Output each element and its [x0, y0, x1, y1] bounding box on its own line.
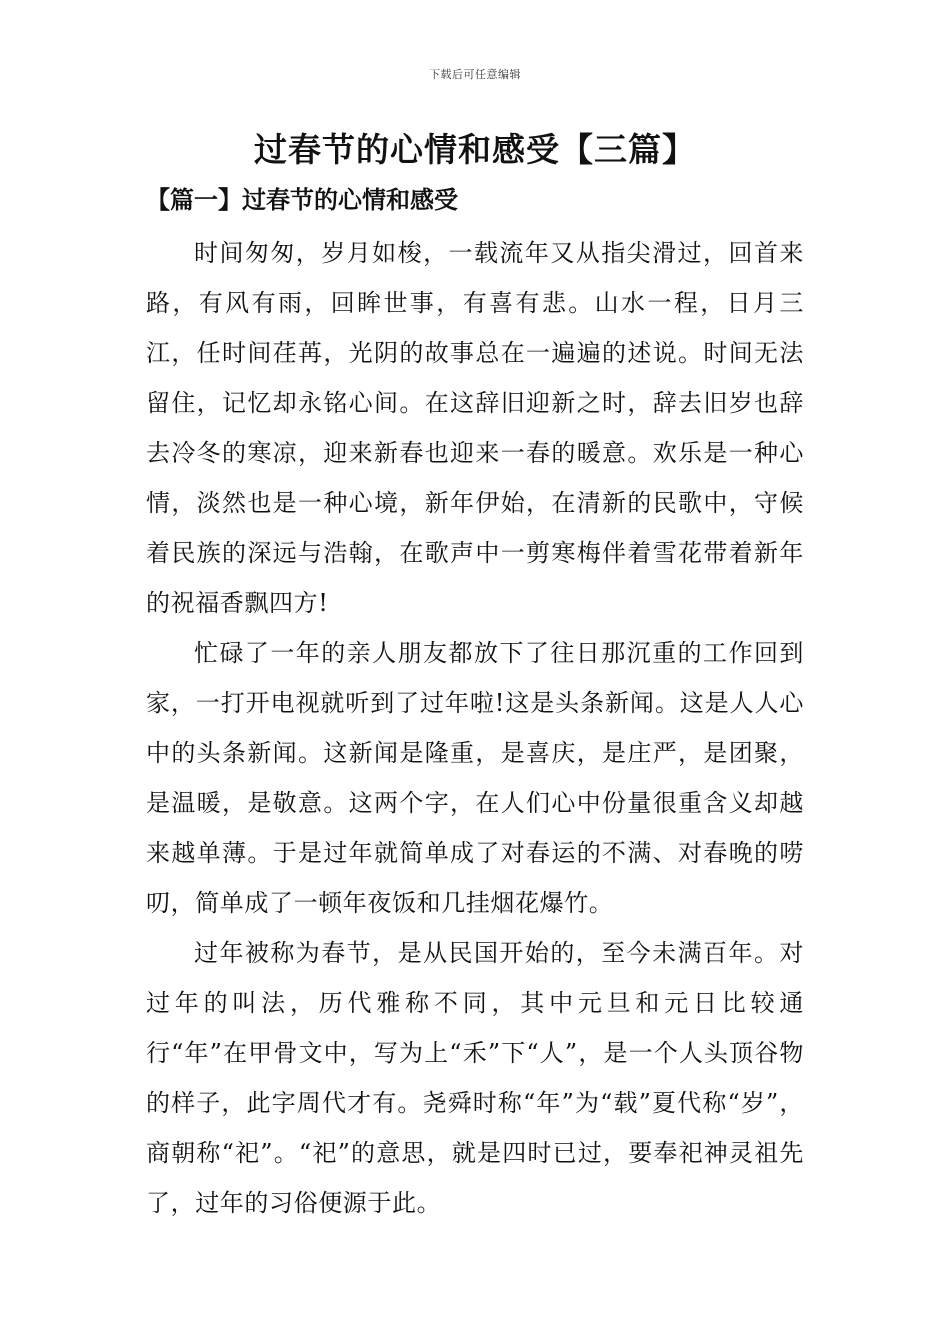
paragraph-3: 过年被称为春节，是从民国开始的，至今未满百年。对过年的叫法，历代雅称不同，其中元旦和元日比较通行“年”在甲骨文中，写为上“禾”下“人”，是一个人头顶谷物的样子，此字周代才有。尧舜时称“年”为“载”夏代称“岁”，商朝称“祀”。“祀”的意思，就是四时已过，要奉祀神灵祖先了，过年的习俗便源于此。 — [146, 939, 804, 1217]
header-note: 下载后可任意编辑 — [429, 68, 521, 81]
paragraph-2: 忙碌了一年的亲人朋友都放下了往日那沉重的工作回到家，一打开电视就听到了过年啦!这是头条新闻。这是人人心中的头条新闻。这新闻是隆重，是喜庆，是庄严，是团聚，是温暖，是敬意。这两个字，在人们心中份量很重含义却越来越单薄。于是过年就简单成了对春运的不满、对春晚的唠叨，简单成了一顿年夜饭和几挂烟花爆竹。 — [146, 639, 804, 917]
section-heading: 【篇一】过春节的心情和感受 — [146, 185, 458, 214]
paragraph-1: 时间匆匆，岁月如梭，一载流年又从指尖滑过，回首来路，有风有雨，回眸世事，有喜有悲。山水一程，日月三江，任时间荏苒，光阴的故事总在一遍遍的述说。时间无法留住，记忆却永铭心间。在这辞旧迎新之时，辞去旧岁也辞去冷冬的寒凉，迎来新春也迎来一春的暖意。欢乐是一种心情，淡然也是一种心境，新年伊始，在清新的民歌中，守候着民族的深远与浩翰，在歌声中一剪寒梅伴着雪花带着新年的祝福香飘四方! — [146, 239, 804, 617]
document-title: 过春节的心情和感受【三篇】 — [254, 130, 696, 169]
document-body — [146, 228, 804, 1228]
